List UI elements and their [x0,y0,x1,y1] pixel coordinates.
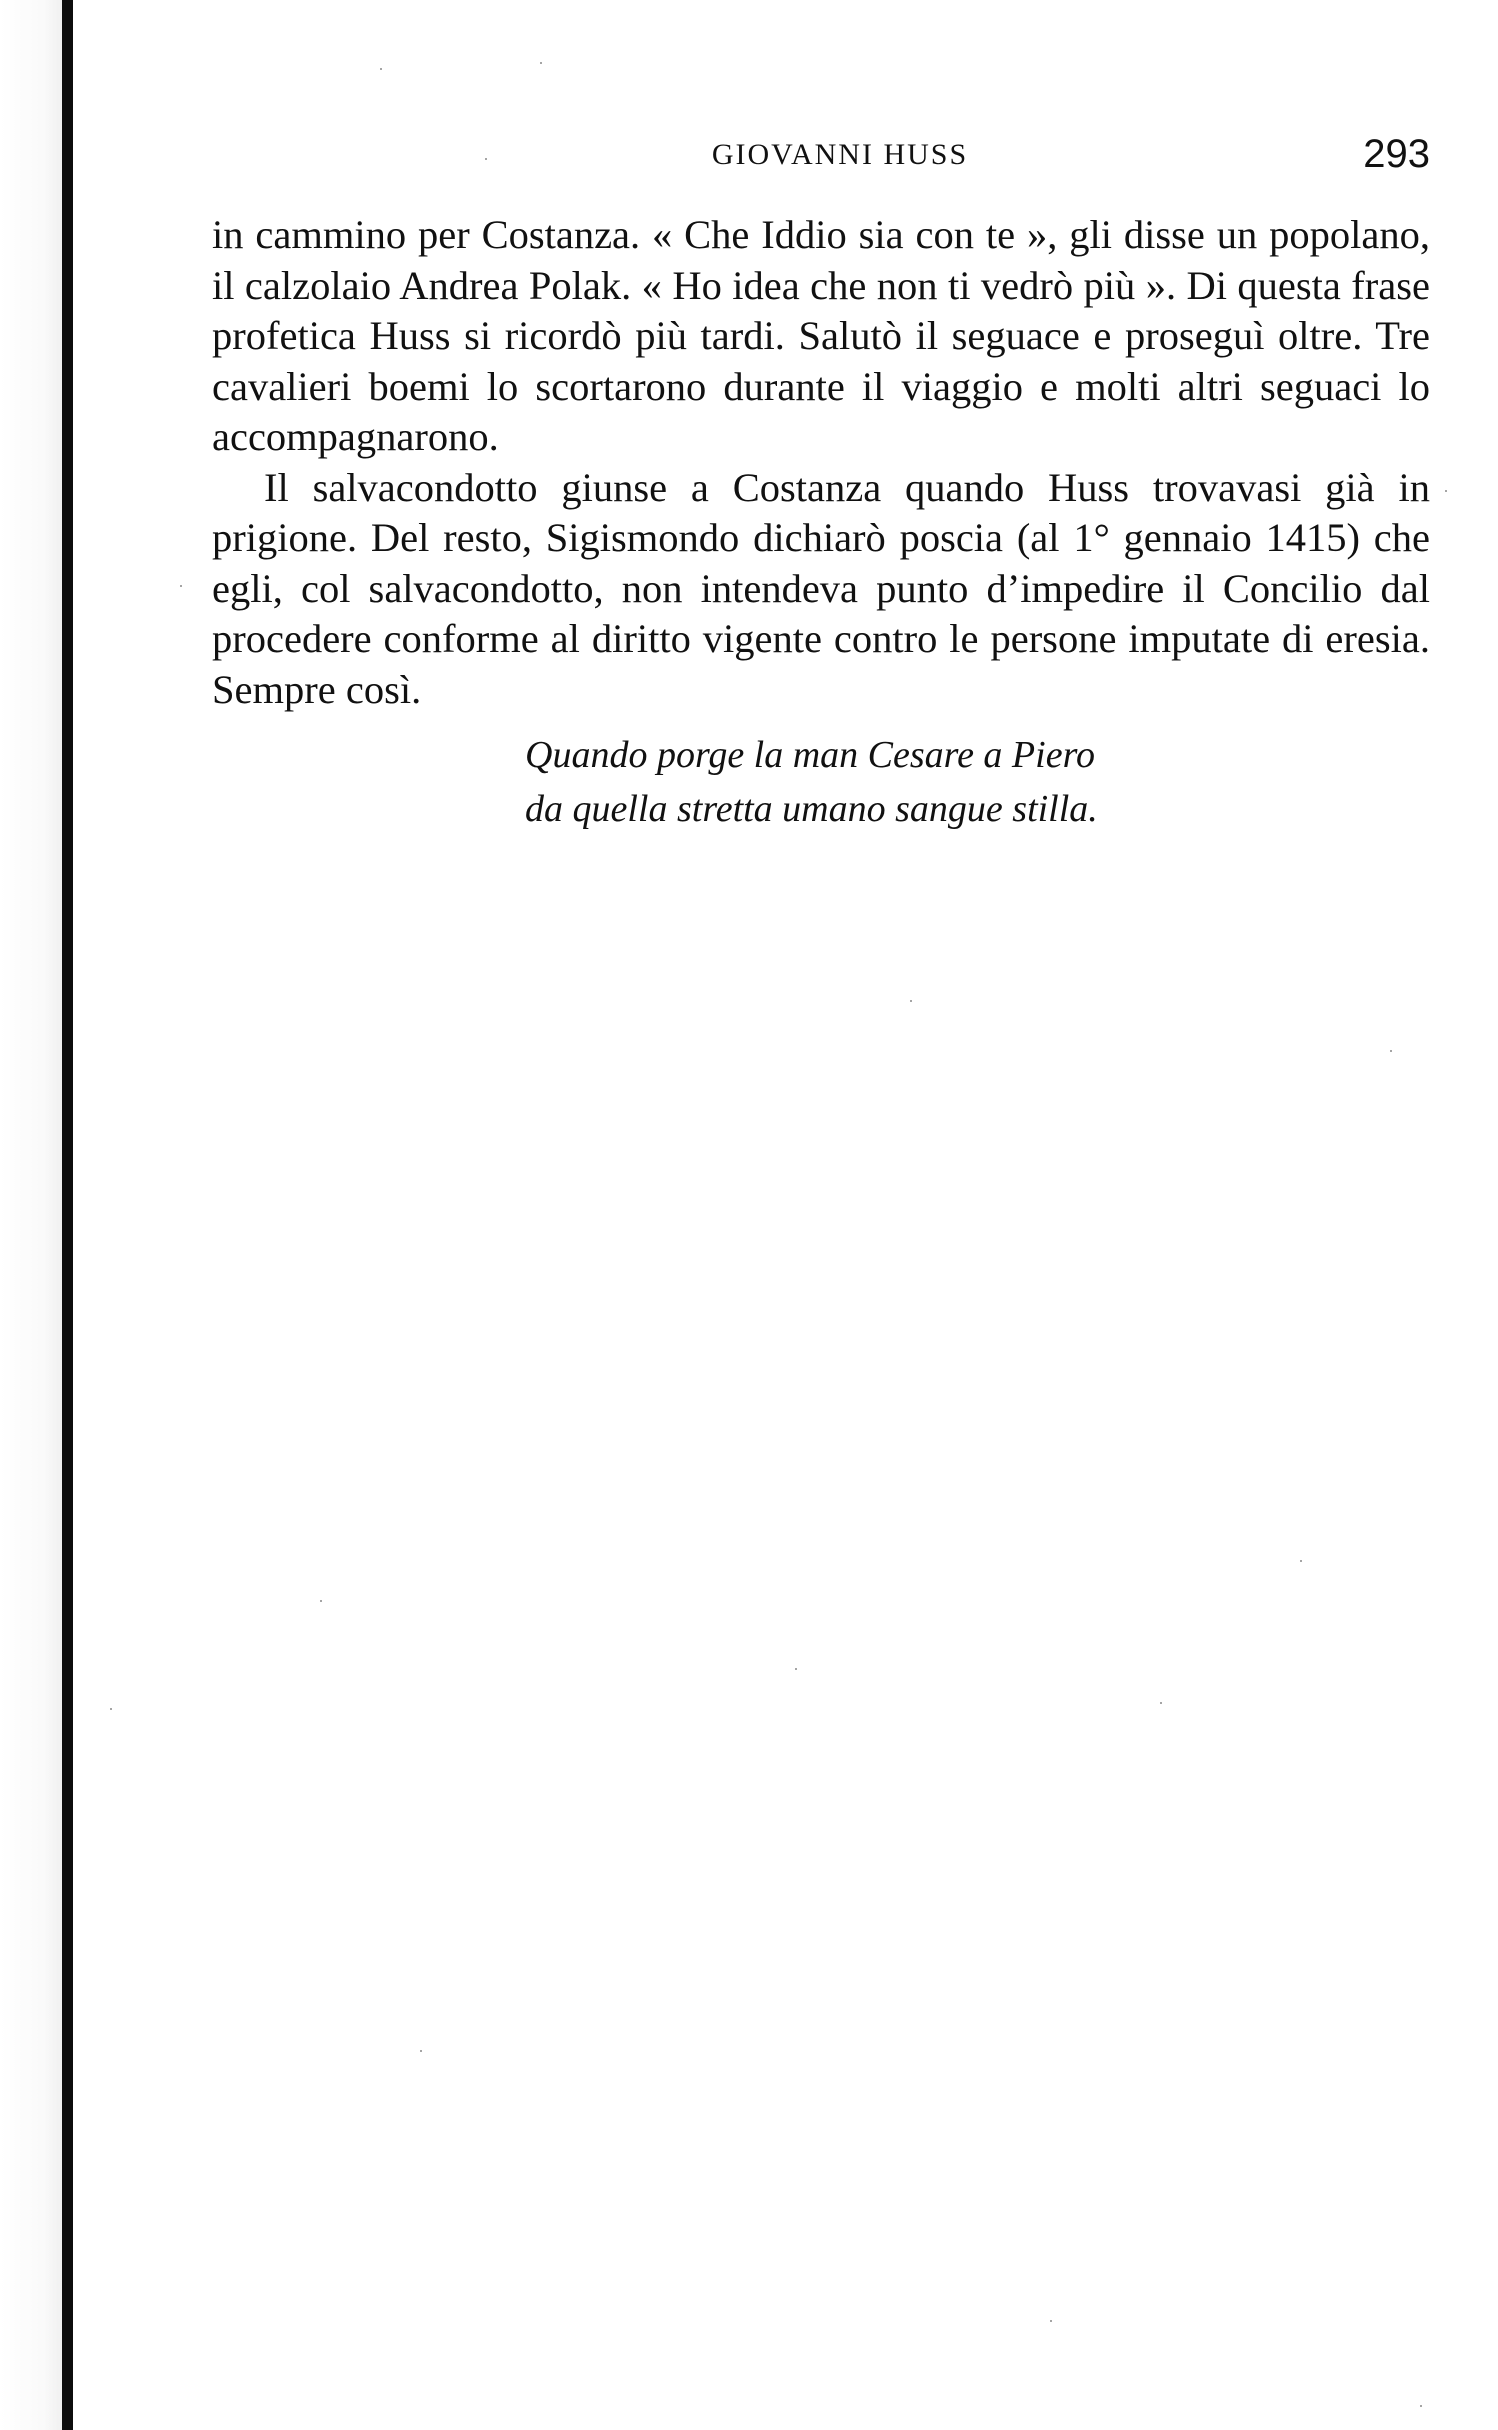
verse-line-2: da quella stretta umano sangue stilla. [525,788,1098,830]
scan-speck [1050,2320,1052,2322]
scan-speck [180,585,182,587]
scan-speck [1160,1702,1162,1704]
scan-speck [540,62,542,64]
scan-speck [795,1668,797,1670]
running-head [210,128,1430,188]
scan-speck [1300,1560,1302,1562]
scan-speck [1390,1050,1392,1052]
verse-quotation [525,728,1225,836]
binding-shadow [0,0,62,2430]
scan-speck [420,2050,422,2052]
scan-speck [485,158,487,160]
body-text [212,210,1430,715]
paragraph-continuation: in cammino per Costanza. « Che Iddio sia con te », gli disse un popolano, il calzolaio Andrea Polak. « Ho idea che non ti vedrò più ». Di questa frase profetica Huss si ricordò più tardi. Salutò il seguace e proseguì oltre. Tre cavalieri boemi lo scortarono durante il viaggio e molti altri seguaci lo accompagnarono. [212,212,1430,459]
running-title: GIOVANNI HUSS [711,138,969,171]
scan-speck [910,1000,912,1002]
scan-speck [320,1600,322,1602]
scan-speck [380,68,382,70]
binding-edge [62,0,73,2430]
paragraph-safe-conduct: Il salvacondotto giunse a Costanza quando Huss trovavasi già in prigione. Del resto, Sigismondo dichiarò poscia (al 1° gennaio 1415) che egli, col salvacondotto, non intendeva punto d’impedire il Concilio dal procedere conforme al diritto vigente contro le persone imputate di eresia. Sempre così. [212,464,1430,712]
verse-line-1: Quando porge la man Cesare a Piero [525,734,1095,776]
scan-speck [110,1708,112,1710]
scan-speck [1420,2405,1422,2407]
scan-speck [1445,490,1447,492]
page-number: 293 [1363,132,1430,176]
